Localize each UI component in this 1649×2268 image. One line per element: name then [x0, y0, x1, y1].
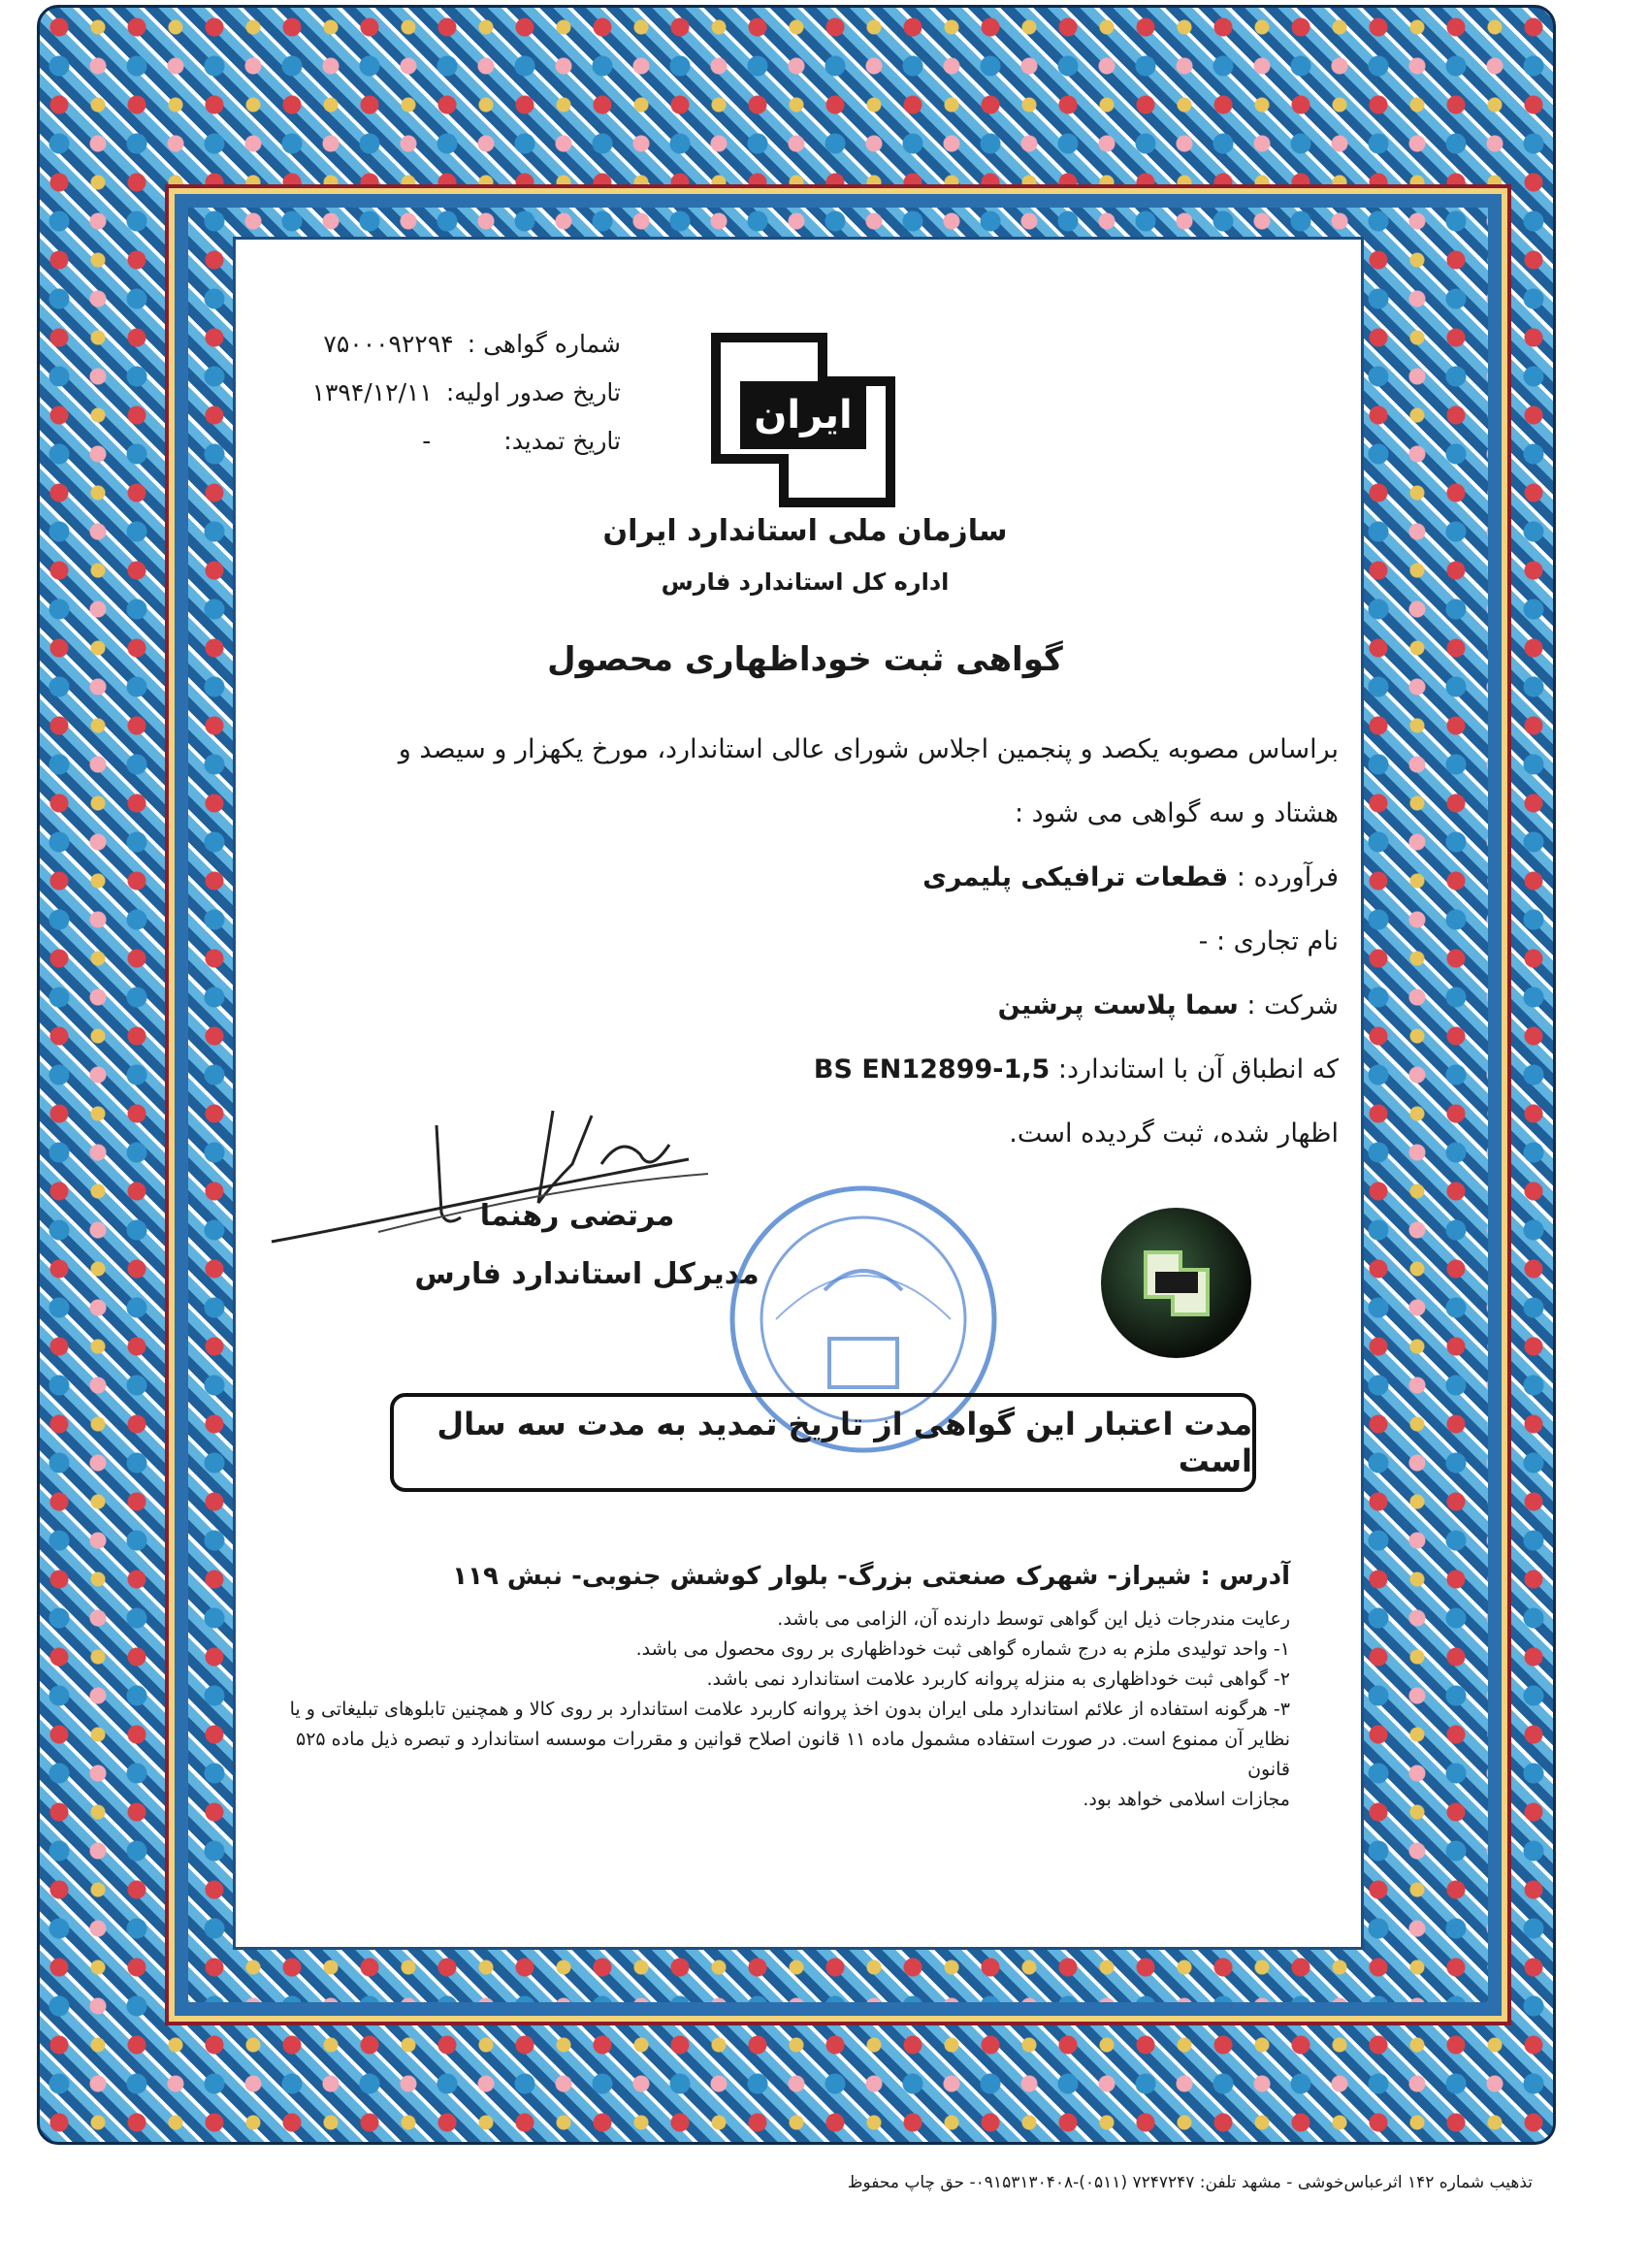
brand-label: نام تجاری :: [1215, 926, 1339, 956]
product-value: قطعات ترافیکی پلیمری: [922, 862, 1229, 892]
company-label: شرکت :: [1246, 990, 1339, 1021]
certificate-number-row: [252, 320, 621, 369]
signer-title: مدیرکل استاندارد فارس: [414, 1257, 760, 1291]
hologram-logo-icon: [1138, 1245, 1215, 1322]
organization-name: سازمان ملی استاندارد ایران: [602, 514, 1008, 548]
company-row: [291, 974, 1339, 1038]
issue-date-label: تاریخ صدور اولیه:: [445, 378, 621, 406]
standard-value: BS EN12899-1,5: [813, 1054, 1051, 1085]
intro-line-2: هشتاد و سه گواهی می شود :: [1014, 798, 1339, 828]
standard-label: که انطباق آن با استاندارد:: [1057, 1054, 1339, 1085]
certificate-number-label: شماره گواهی :: [467, 330, 621, 358]
logo-text: ایران: [754, 393, 853, 437]
issue-date-value: ۱۳۹۴/۱۲/۱۱: [311, 378, 433, 406]
isiri-logo-icon: [706, 328, 900, 512]
certificate-body: [291, 718, 1339, 1166]
closing-line: اظهار شده، ثبت گردیده است.: [1009, 1118, 1339, 1149]
issue-date-row: [252, 369, 621, 417]
note-line: ۱- واحد تولیدی ملزم به درج شماره گواهی ثبت خوداظهاری بر روی محصول می باشد.: [635, 1638, 1290, 1660]
certificate-number-value: ۷۵۰۰۰۹۲۲۹۴: [323, 330, 454, 358]
notes-list: [281, 1604, 1290, 1815]
renewal-date-label: تاریخ تمدید:: [503, 427, 621, 455]
renewal-date-row: [252, 417, 621, 466]
company-value: سما پلاست پرشین: [997, 990, 1239, 1021]
note-line: ۳- هرگونه استفاده از علائم استاندارد ملی ایران بدون اخذ پروانه کاربرد علامت استاندارد بر روی کالا و همچنین تابلوهای تبلیغاتی و یا: [289, 1699, 1290, 1720]
brand-value: -: [1198, 926, 1209, 956]
printer-credit: تذهیب شماره ۱۴۲ اثرعباس‌خوشی - مشهد تلفن: ۷۲۴۷۲۴۷ (۰۵۱۱)-۰۹۱۵۳۱۳۰۴۰۸- حق چاپ محفوظ: [847, 2173, 1533, 2192]
note-line: رعایت مندرجات ذیل این گواهی توسط دارنده آن، الزامی می باشد.: [777, 1608, 1290, 1630]
brand-row: [291, 910, 1339, 974]
product-label: فرآورده :: [1236, 862, 1339, 892]
organization-sub: اداره کل استاندارد فارس: [661, 568, 950, 596]
note-line: نظایر آن ممنوع است. در صورت استفاده مشمول ماده ۱۱ قانون اصلاح قوانین و مقررات موسسه استاندارد و تبصره ذیل ماده ۵۲۵ قانون: [296, 1729, 1290, 1780]
product-row: [291, 846, 1339, 910]
certificate-info: [252, 320, 621, 466]
note-line: ۲- گواهی ثبت خوداظهاری به منزله پروانه کاربرد علامت استاندارد نمی باشد.: [706, 1669, 1290, 1690]
intro-line-1: براساس مصوبه یکصد و پنجمین اجلاس شورای عالی استاندارد، مورخ یکهزار و سیصد و: [398, 734, 1339, 764]
company-address: آدرس : شیراز- شهرک صنعتی بزرگ- بلوار کوشش جنوبی- نبش ۱۱۹: [452, 1562, 1290, 1591]
renewal-date-value: -: [422, 427, 433, 455]
standard-row: [291, 1038, 1339, 1102]
note-line: مجازات اسلامی خواهد بود.: [1083, 1789, 1290, 1810]
validity-box: مدت اعتبار این گواهی از تاریخ تمدید به مدت سه سال است: [390, 1393, 1256, 1492]
certificate-title: گواهی ثبت خوداظهاری محصول: [547, 640, 1063, 679]
signer-name: مرتضی رهنما: [479, 1199, 675, 1233]
hologram-seal: [1101, 1208, 1251, 1358]
